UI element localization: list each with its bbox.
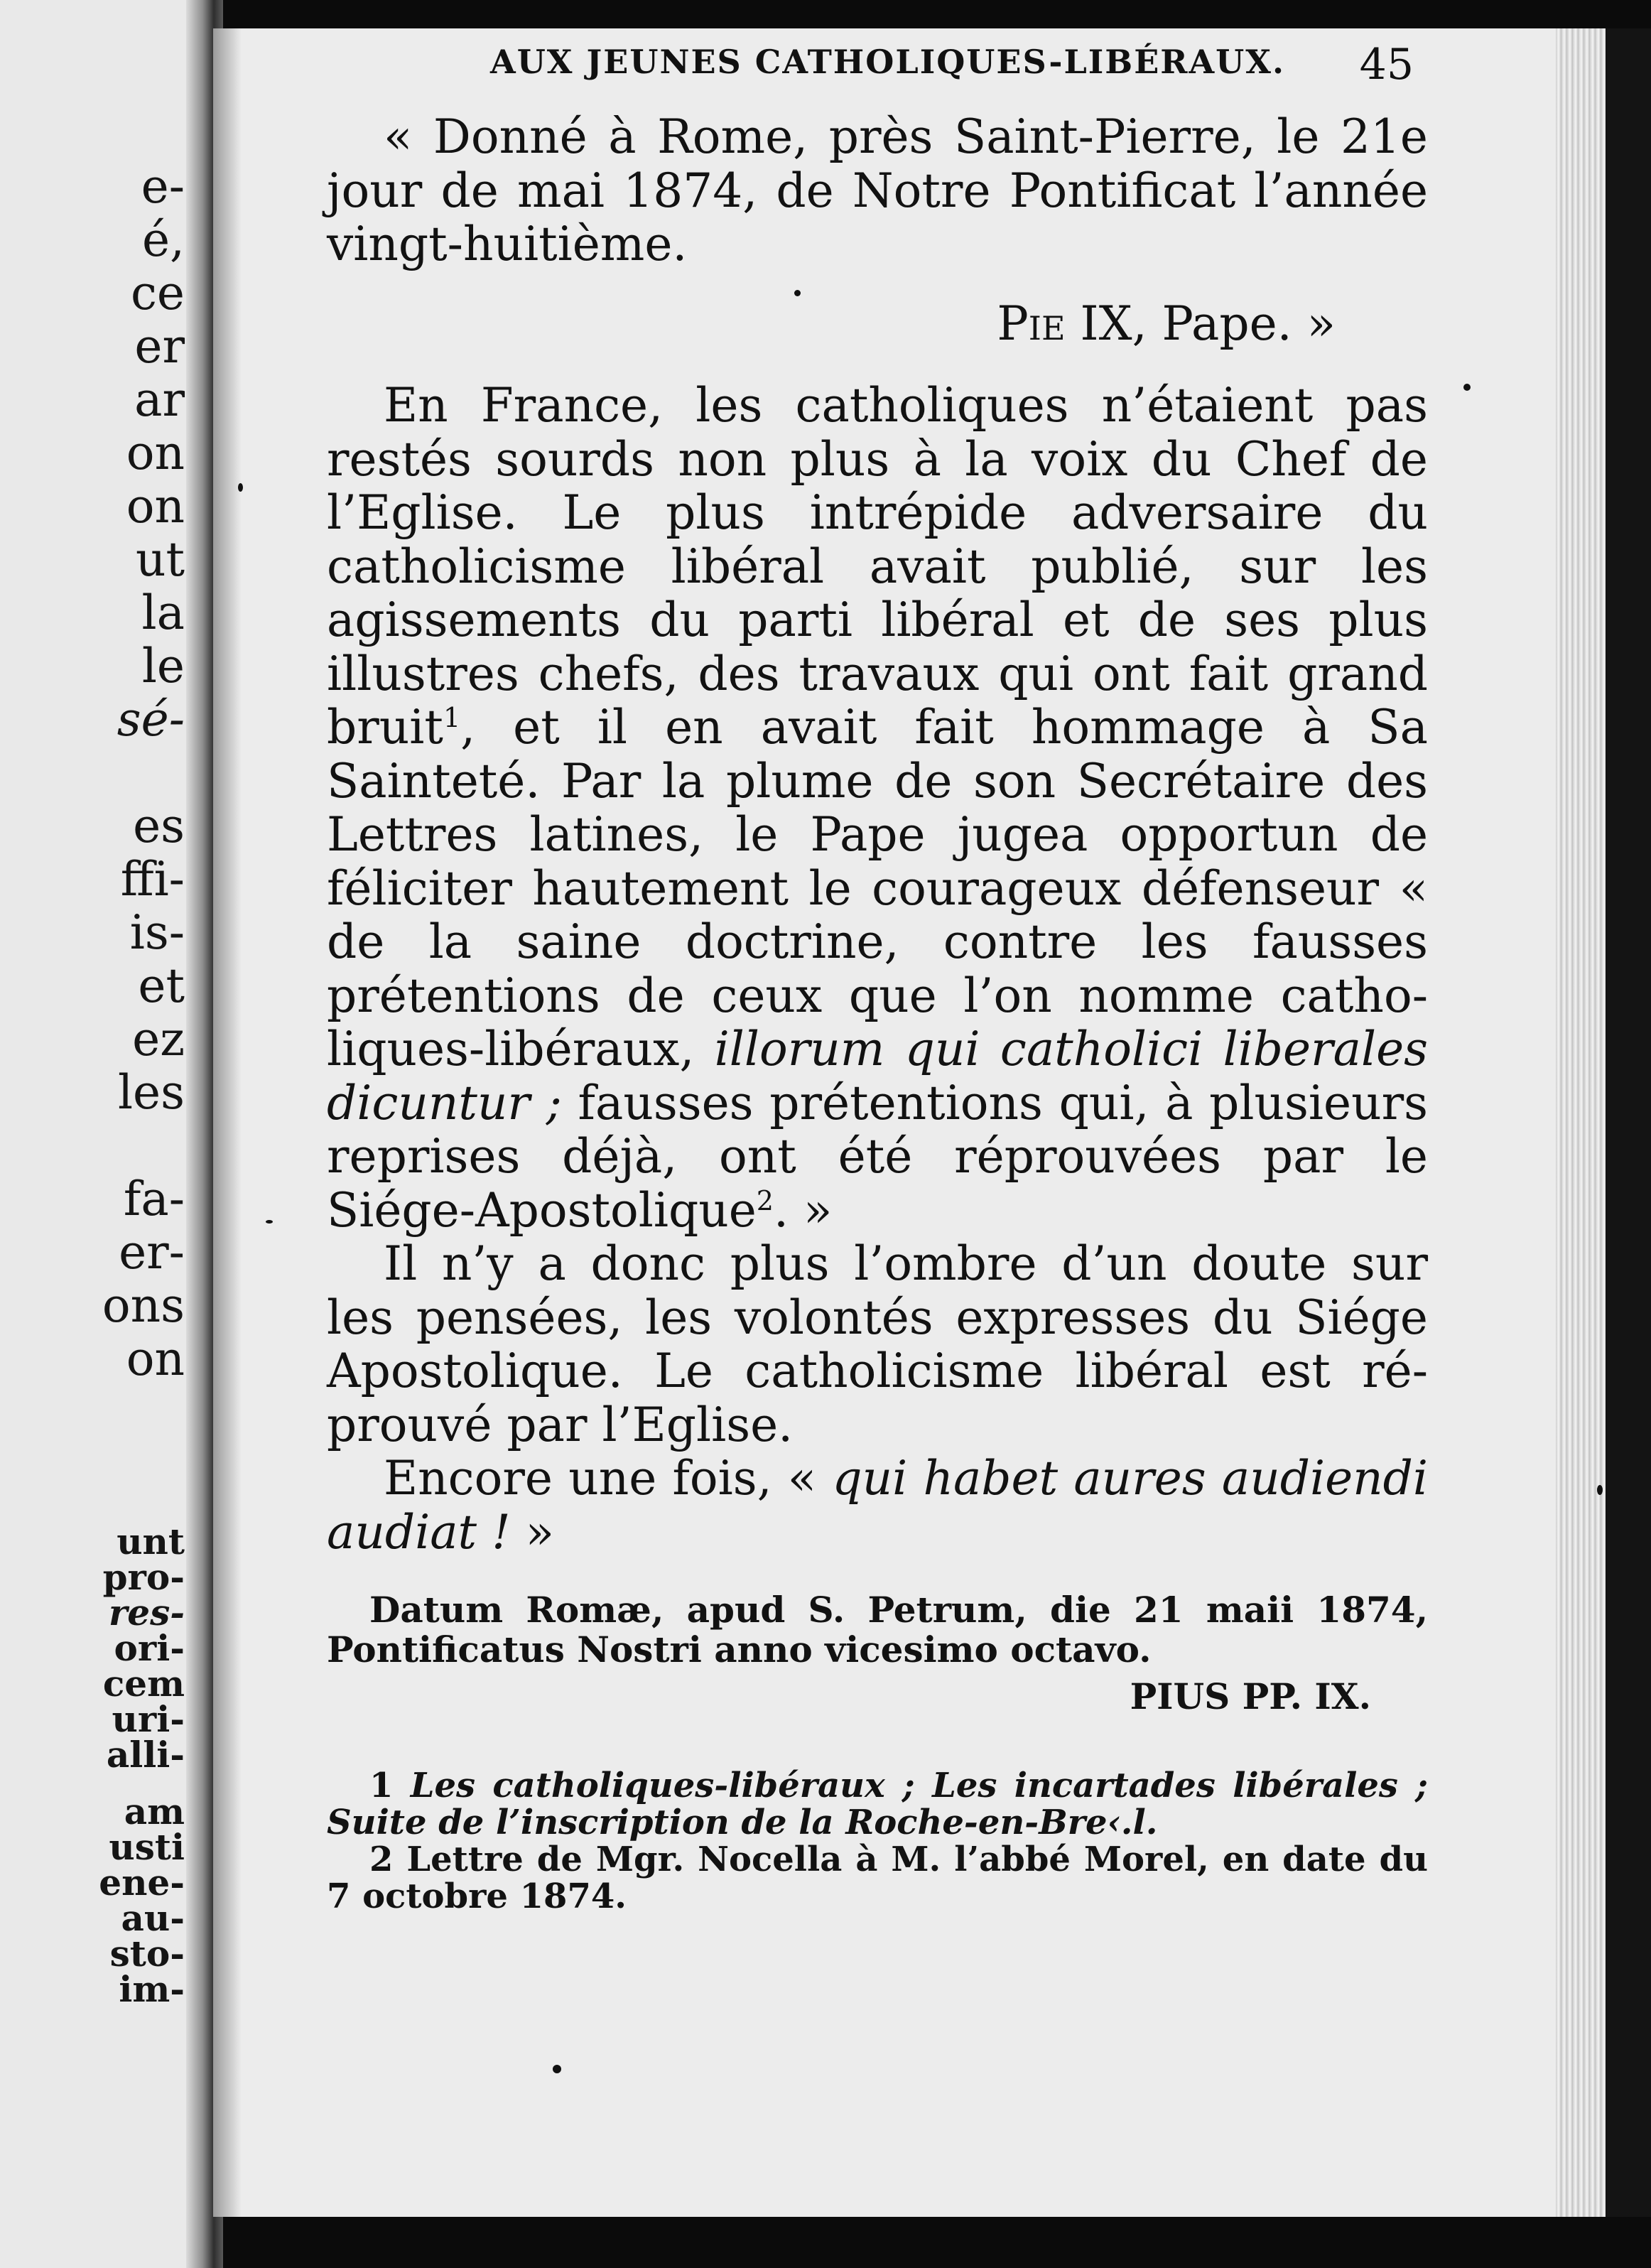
left-footnote-line: res- — [108, 1592, 185, 1634]
latin-dateline: Datum Romæ, apud S. Petrum, die 21 maii 1874, Pontificatus Nostri anno vicesimo octavo. — [327, 1589, 1428, 1670]
left-footnote-line: am — [124, 1791, 185, 1832]
left-footnote-line: cem — [102, 1663, 185, 1705]
scan-speck — [1463, 384, 1471, 391]
paragraph-text: » — [510, 1504, 554, 1560]
left-line: on — [126, 1332, 185, 1386]
scan-speck — [553, 2065, 561, 2073]
left-line: on — [126, 479, 185, 534]
footnote-ref-1: 1 — [443, 702, 461, 733]
left-line: ce — [130, 266, 185, 320]
paragraph-text: . » — [773, 1182, 833, 1238]
left-line: on — [126, 426, 185, 480]
running-head — [490, 40, 1414, 90]
footnote-1-number: 1 — [369, 1766, 411, 1805]
scan-speck — [266, 1220, 273, 1224]
left-line: er- — [119, 1225, 185, 1280]
scan-speck — [1597, 1485, 1603, 1495]
left-footnote-line: alli- — [106, 1734, 185, 1776]
left-line: ons — [102, 1278, 185, 1333]
left-line: et — [138, 958, 185, 1013]
page-stack-edge — [1556, 28, 1606, 2217]
page-number: 45 — [1359, 40, 1414, 90]
paragraph-text: En France, les catholiques n’étaient pas restés sourds non plus à la voix du Chef de l’Eglise. Le plus intrépide adversaire du catholicisme libéral avait publié, sur les agissements du parti libéral et de ses plus illustres chefs, des travaux qui ont fait grand bruit — [327, 378, 1428, 755]
papal-signature — [327, 297, 1428, 351]
scan-speck — [238, 483, 243, 492]
running-head-title: AUX JEUNES CATHOLIQUES-LIBÉRAUX. — [490, 43, 1285, 81]
left-line: is- — [129, 905, 185, 960]
footnote-1-text: Les catholiques-libéraux ; Les incartades libérales ; Suite de l’inscription de la Roche-en-Bre‹.l. — [327, 1766, 1428, 1842]
left-footnote-line: im- — [119, 1968, 185, 2010]
paragraph-encore — [327, 1452, 1428, 1559]
left-line: le — [141, 639, 185, 693]
left-footnote-line: usti — [109, 1826, 185, 1868]
left-line: é, — [141, 212, 185, 267]
left-line: les — [117, 1065, 185, 1120]
left-footnote-line: ori- — [114, 1627, 185, 1669]
left-line: la — [141, 585, 185, 640]
scan-speck — [794, 290, 801, 296]
paragraph-text: fausses prétentions qui, à plusieurs reprises déjà, ont été réprouvées par le Siége-Apostolique — [327, 1075, 1428, 1238]
footnotes — [327, 1767, 1428, 1915]
footnote-2: 2 Lettre de Mgr. Nocella à M. l’abbé Morel, en date du 7 octobre 1874. — [327, 1840, 1428, 1916]
quote-dateline: « Donné à Rome, près Saint-Pierre, le 21e jour de mai 1874, de Notre Pontificat l’année vingt-huitième. — [327, 109, 1428, 271]
left-line: er — [134, 319, 185, 374]
left-footnote-line: au- — [121, 1897, 185, 1939]
left-line: ez — [132, 1012, 185, 1066]
left-footnote-line: unt — [117, 1521, 185, 1562]
scan-background-edge — [1606, 28, 1651, 2217]
paragraph-text: Encore une fois, « — [384, 1451, 833, 1506]
signature-name: Pie — [997, 296, 1066, 351]
left-line: ffi- — [120, 852, 185, 907]
footnote-1 — [327, 1767, 1428, 1841]
paragraph-text: , et il en avait fait hommage à Sa Sainteté. Par la plume de son Secrétaire des Lettres latines, le Pape jugea opportun de féliciter hautement le courageux défenseur « de la saine doctrine, contre les fausses prétentions de ceux que l’on nomme catholiques-libéraux, — [327, 700, 1428, 1076]
left-facing-page — [0, 0, 213, 2268]
left-footnote-line: pro- — [102, 1556, 185, 1598]
latin-quote: qui habet aures audiendi audiat ! — [327, 1451, 1428, 1560]
left-line: ut — [135, 532, 185, 587]
left-line: sé- — [117, 692, 185, 747]
page-gutter-shadow — [213, 28, 242, 2217]
left-footnote-line: uri- — [112, 1698, 185, 1740]
paragraph-doubt: Il n’y a donc plus l’ombre d’un doute sur les pensées, les volontés expresses du Siége Apostolique. Le catholicisme libéral est réprouvé par l’Eglise. — [327, 1236, 1428, 1452]
latin-quote: illorum qui catholici liberales dicuntur ; — [327, 1022, 1428, 1130]
footnote-ref-2: 2 — [756, 1184, 774, 1216]
left-line: es — [133, 799, 185, 853]
left-footnote-line: ene- — [99, 1862, 185, 1904]
left-line: fa- — [123, 1172, 185, 1226]
signature-rest: IX, Pape. » — [1065, 296, 1336, 351]
paragraph-france — [327, 379, 1428, 1237]
main-text-block — [327, 110, 1428, 1915]
left-line: ar — [134, 372, 185, 427]
latin-signature: PIUS PP. IX. — [1130, 1675, 1371, 1717]
left-footnote-line: sto- — [109, 1933, 185, 1975]
left-line: e- — [141, 159, 185, 214]
